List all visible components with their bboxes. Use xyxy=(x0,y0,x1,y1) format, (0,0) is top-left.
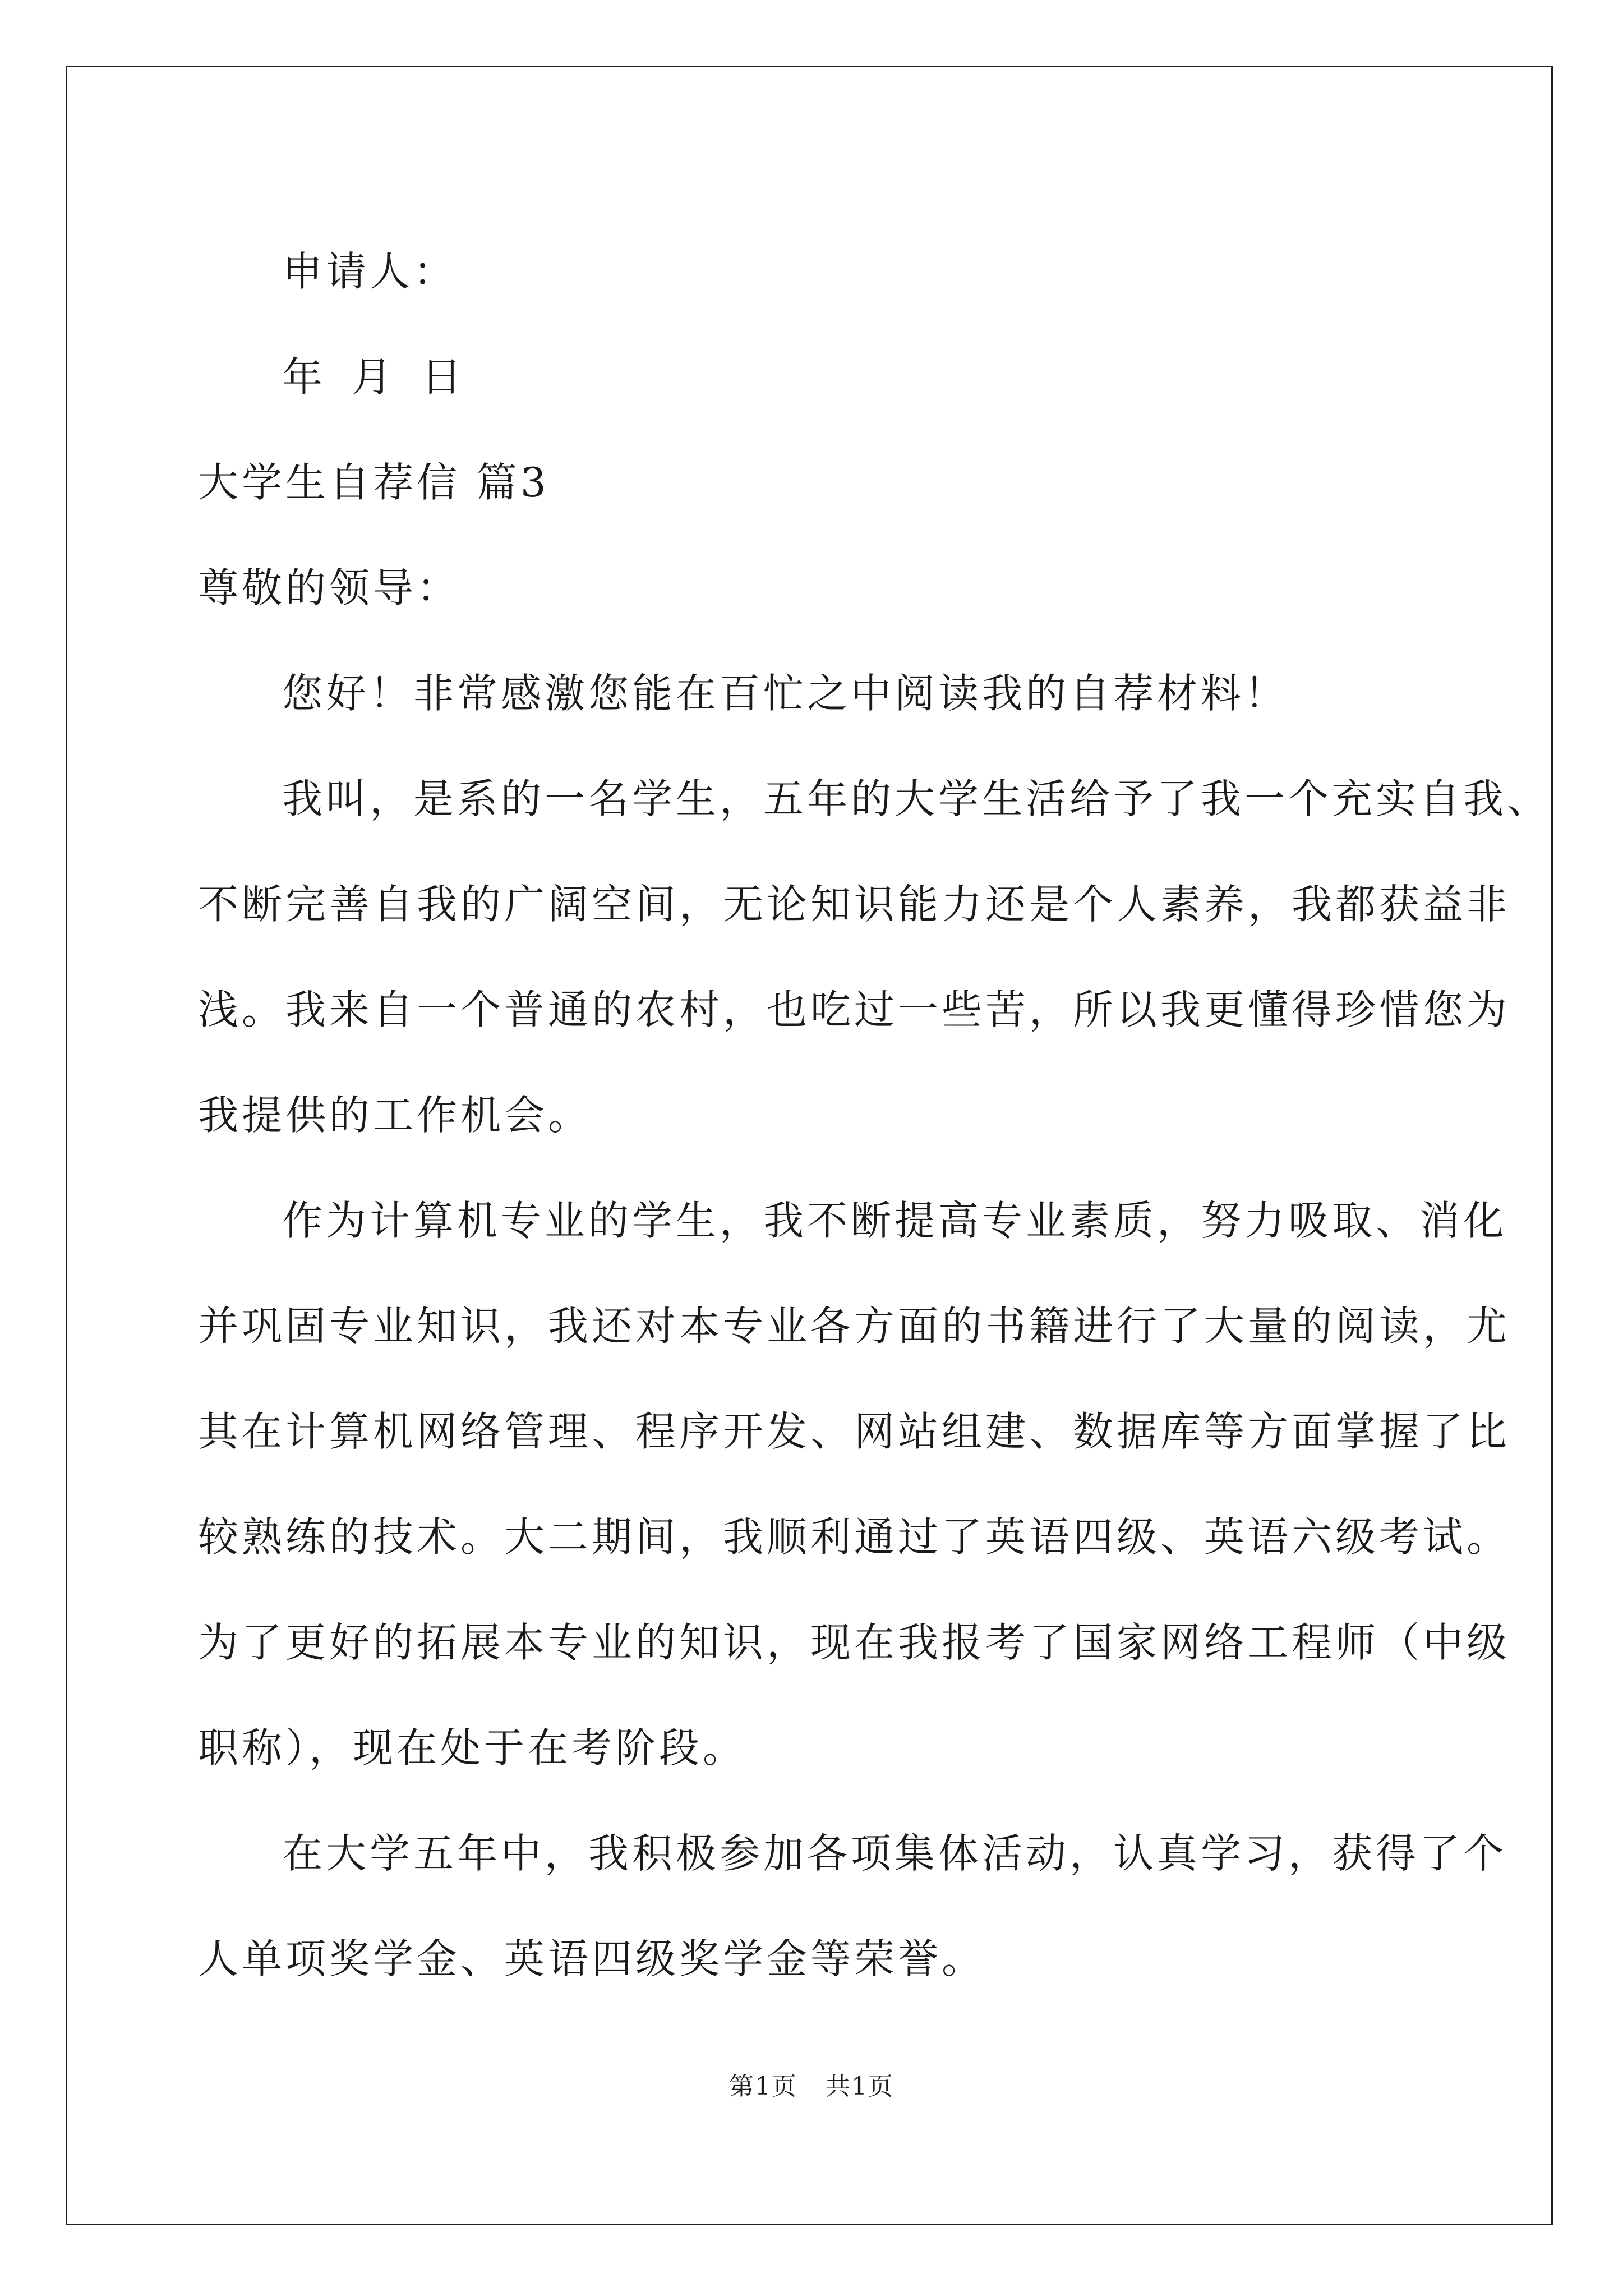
date-month: 月 xyxy=(352,353,396,401)
paragraph-line: 您好！非常感激您能在百忙之中阅读我的自荐材料！ xyxy=(282,670,1289,717)
paragraph-greeting xyxy=(198,641,1477,746)
paragraph-line: 作为计算机专业的学生，我不断提高专业素质，努力吸取、消化 xyxy=(282,1197,1507,1244)
paragraph-line: 在大学五年中，我积极参加各项集体活动，认真学习，获得了个 xyxy=(282,1830,1507,1877)
paragraph-line: 我叫，是系的一名学生，五年的大学生活给予了我一个充实自我、 xyxy=(282,775,1551,822)
salutation: 尊敬的领导： xyxy=(198,564,461,611)
document-body xyxy=(198,219,1551,2012)
paragraph-line: 并巩固专业知识，我还对本专业各方面的书籍进行了大量的阅读，尤 xyxy=(198,1303,1511,1350)
paragraph-line: 人单项奖学金、英语四级奖学金等荣誉。 xyxy=(198,1935,986,1982)
page-total: 共1页 xyxy=(826,2072,894,2101)
paragraph-line: 职称），现在处于在考阶段。 xyxy=(198,1724,747,1772)
paragraph-line: 较熟练的技术。大二期间，我顺利通过了英语四级、英语六级考试。 xyxy=(198,1513,1511,1561)
applicant-line: 申请人： xyxy=(282,248,458,295)
paragraph-line: 为了更好的拓展本专业的知识，现在我报考了国家网络工程师（中级 xyxy=(198,1619,1511,1666)
date-day: 日 xyxy=(421,353,465,401)
page-number: 第1页 xyxy=(729,2072,797,2101)
paragraph-activities xyxy=(198,1801,1507,2012)
page-footer xyxy=(0,2070,1623,2104)
date-year: 年 xyxy=(282,353,326,401)
paragraph-line: 我提供的工作机会。 xyxy=(198,1092,592,1139)
date-line xyxy=(198,324,1477,430)
paragraph-line: 浅。我来自一个普通的农村，也吃过一些苦，所以我更懂得珍惜您为 xyxy=(198,986,1511,1033)
paragraph-introduction xyxy=(198,746,1551,1168)
paragraph-line: 不断完善自我的广阔空间，无论知识能力还是个人素养，我都获益非 xyxy=(198,881,1511,928)
paragraph-skills xyxy=(198,1168,1511,1801)
section-title: 大学生自荐信 篇3 xyxy=(198,459,550,506)
paragraph-line: 其在计算机网络管理、程序开发、网站组建、数据库等方面掌握了比 xyxy=(198,1408,1511,1455)
